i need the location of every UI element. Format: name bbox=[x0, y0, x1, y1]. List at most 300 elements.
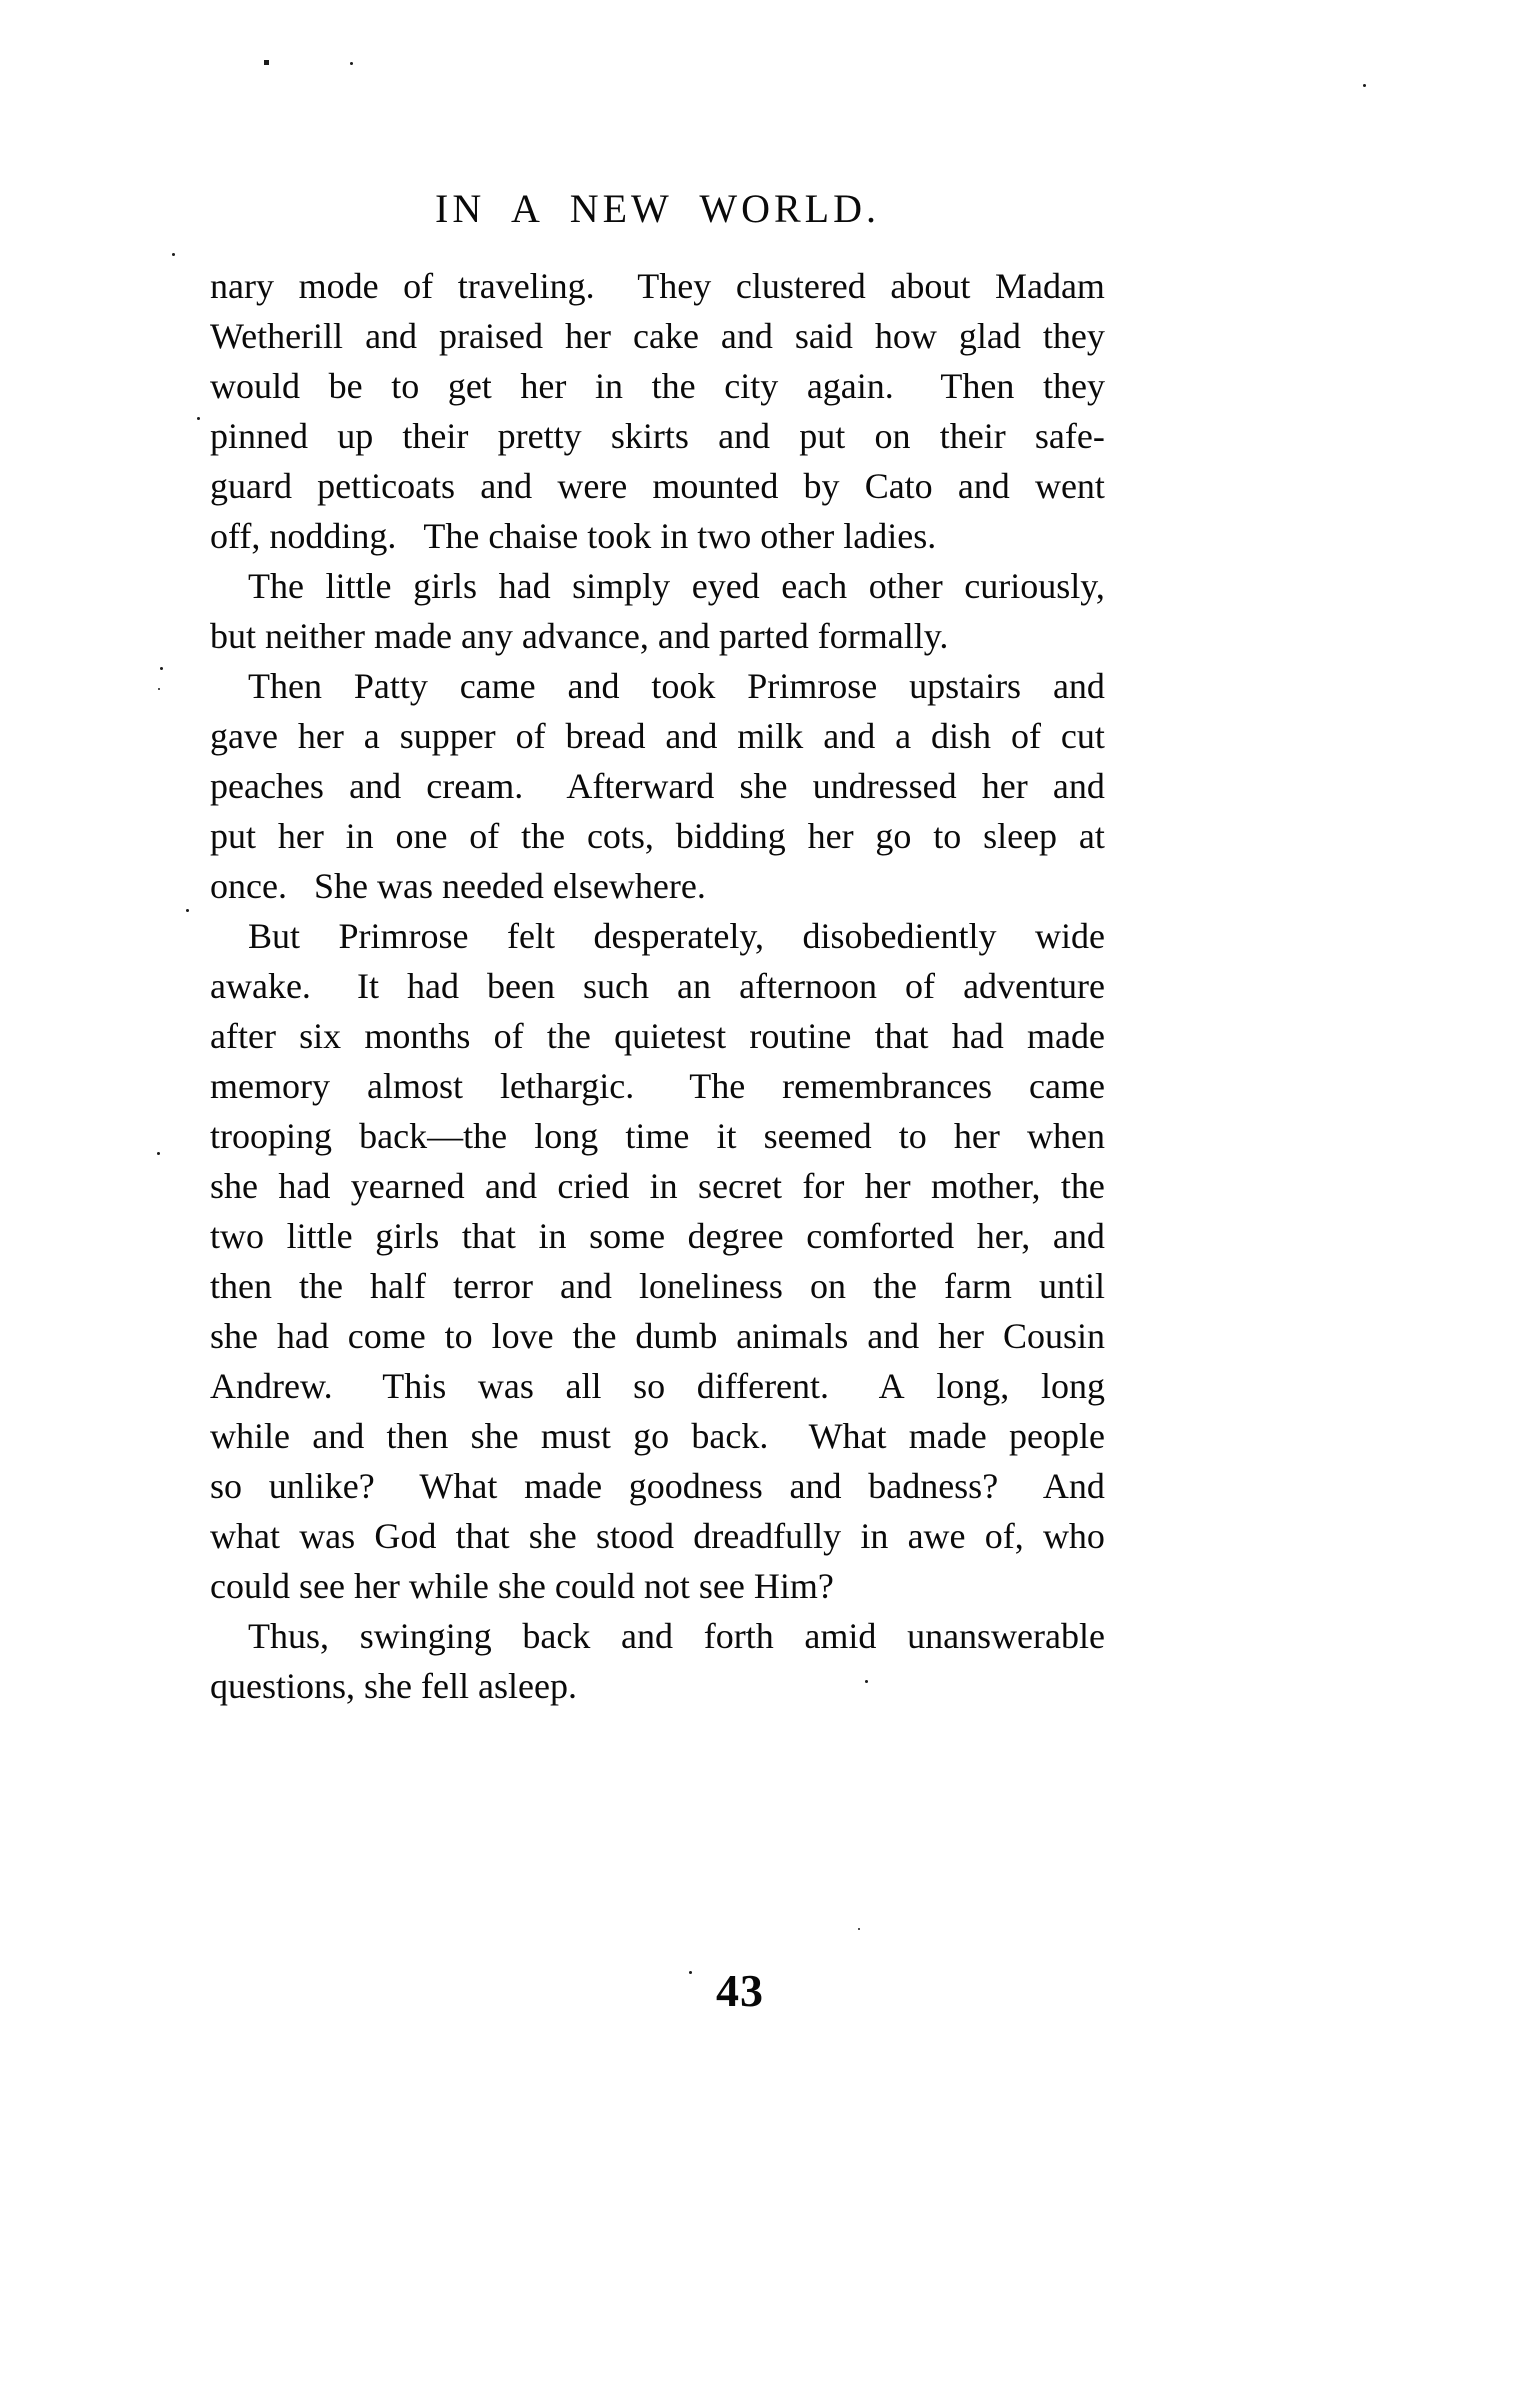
word: put bbox=[799, 416, 846, 456]
word: in bbox=[538, 1216, 567, 1256]
word: and bbox=[621, 1616, 674, 1656]
text-line bbox=[210, 1361, 1105, 1411]
word: Cato bbox=[864, 466, 933, 506]
word: undressed bbox=[812, 766, 957, 806]
word: what bbox=[210, 1516, 280, 1556]
word: took bbox=[651, 666, 716, 706]
word: and bbox=[789, 1466, 842, 1506]
word: of bbox=[493, 1016, 524, 1056]
word: wide bbox=[1034, 916, 1105, 956]
word: cut bbox=[1060, 716, 1105, 756]
word: God bbox=[374, 1516, 437, 1556]
word: a bbox=[363, 716, 380, 756]
word: must bbox=[540, 1416, 611, 1456]
word: made bbox=[1027, 1016, 1105, 1056]
word: after bbox=[210, 1016, 276, 1056]
text-line bbox=[210, 1661, 1105, 1711]
word: The bbox=[423, 516, 480, 556]
text-line bbox=[210, 1261, 1105, 1311]
word: her bbox=[353, 1566, 400, 1606]
word: to bbox=[391, 366, 420, 406]
word: upstairs bbox=[909, 666, 1022, 706]
word: clustered bbox=[735, 266, 866, 306]
word: had bbox=[278, 1166, 331, 1206]
word: Thus, bbox=[248, 1616, 329, 1656]
word: had bbox=[498, 566, 551, 606]
word: long bbox=[1040, 1366, 1105, 1406]
word: simply bbox=[572, 566, 671, 606]
text-line bbox=[210, 1411, 1105, 1461]
text-line bbox=[210, 461, 1105, 511]
word: She bbox=[313, 866, 368, 906]
word: in bbox=[660, 516, 689, 556]
word: cried bbox=[557, 1166, 630, 1206]
word: went bbox=[1034, 466, 1105, 506]
word: made bbox=[524, 1466, 603, 1506]
scan-speck bbox=[157, 1152, 160, 1155]
text-line bbox=[210, 811, 1105, 861]
word: was bbox=[299, 1516, 356, 1556]
word: yearned bbox=[350, 1166, 465, 1206]
word: And bbox=[1042, 1466, 1105, 1506]
word: the bbox=[651, 366, 696, 406]
word: so bbox=[633, 1366, 666, 1406]
word: animals bbox=[736, 1316, 849, 1356]
text-line bbox=[210, 1611, 1105, 1661]
text-line bbox=[210, 1461, 1105, 1511]
word: badness? bbox=[868, 1466, 1017, 1506]
word: her bbox=[807, 816, 854, 856]
word: the bbox=[546, 1016, 591, 1056]
word: and bbox=[559, 1266, 612, 1306]
word: in bbox=[595, 366, 624, 406]
word: pinned bbox=[210, 416, 308, 456]
word: swinging bbox=[359, 1616, 492, 1656]
word: all bbox=[565, 1366, 602, 1406]
word: cream. bbox=[426, 766, 542, 806]
text-line bbox=[210, 1311, 1105, 1361]
word: and bbox=[1052, 766, 1105, 806]
running-head: IN A NEW WORLD. bbox=[435, 186, 880, 231]
word: two bbox=[210, 1216, 264, 1256]
word: little bbox=[286, 1216, 353, 1256]
word: advance, bbox=[521, 616, 649, 656]
word: and bbox=[485, 1166, 537, 1206]
word: traveling. bbox=[457, 266, 613, 306]
word: back. bbox=[691, 1416, 787, 1456]
word: girls bbox=[413, 566, 478, 606]
word: up bbox=[337, 416, 374, 456]
word: months bbox=[364, 1016, 471, 1056]
text-line bbox=[210, 761, 1105, 811]
word: of bbox=[403, 266, 434, 306]
word: bread bbox=[565, 716, 646, 756]
word: she bbox=[528, 1516, 577, 1556]
word: and bbox=[349, 766, 402, 806]
word: she bbox=[364, 1666, 413, 1706]
word: disobediently bbox=[802, 916, 997, 956]
word: in bbox=[345, 816, 374, 856]
word: milk bbox=[737, 716, 804, 756]
word: neither bbox=[265, 616, 365, 656]
word: while bbox=[210, 1416, 290, 1456]
word: she bbox=[470, 1416, 519, 1456]
word: comforted bbox=[806, 1216, 955, 1256]
word: forth bbox=[703, 1616, 774, 1656]
text-line bbox=[210, 711, 1105, 761]
word: guard bbox=[210, 466, 292, 506]
word: see bbox=[298, 1566, 345, 1606]
word: the bbox=[299, 1266, 343, 1306]
text-line bbox=[210, 911, 1105, 961]
word: go bbox=[633, 1416, 670, 1456]
word: of, bbox=[984, 1516, 1024, 1556]
word: in bbox=[649, 1166, 678, 1206]
word: while bbox=[408, 1566, 489, 1606]
word: her bbox=[297, 716, 344, 756]
word: so bbox=[210, 1466, 243, 1506]
word: when bbox=[1027, 1116, 1105, 1156]
text-line bbox=[210, 661, 1105, 711]
word: come bbox=[347, 1316, 426, 1356]
word: chaise bbox=[488, 516, 579, 556]
scan-speck bbox=[264, 60, 269, 65]
word: her bbox=[520, 366, 567, 406]
word: an bbox=[677, 966, 712, 1006]
word: not bbox=[643, 1566, 690, 1606]
word: sleep bbox=[983, 816, 1058, 856]
word: any bbox=[460, 616, 513, 656]
word: gave bbox=[210, 716, 278, 756]
word: and bbox=[1052, 1216, 1105, 1256]
word: trooping bbox=[210, 1116, 332, 1156]
word: of bbox=[515, 716, 546, 756]
word: came bbox=[1029, 1066, 1105, 1106]
word: What bbox=[808, 1416, 887, 1456]
word: Then bbox=[248, 666, 322, 706]
text-line bbox=[210, 561, 1105, 611]
text-block bbox=[210, 261, 1105, 1711]
word: different. bbox=[696, 1366, 848, 1406]
word: and bbox=[480, 466, 533, 506]
word: mode bbox=[298, 266, 379, 306]
scan-speck bbox=[172, 253, 175, 256]
word: her bbox=[565, 316, 611, 356]
word: formally. bbox=[817, 616, 949, 656]
word: But bbox=[248, 916, 301, 956]
word: curiously, bbox=[964, 566, 1105, 606]
word: on bbox=[809, 1266, 846, 1306]
text-line bbox=[210, 861, 1105, 911]
word: of bbox=[905, 966, 936, 1006]
word: supper bbox=[399, 716, 496, 756]
word: quietest bbox=[614, 1016, 727, 1056]
word: and bbox=[665, 716, 718, 756]
word: nary bbox=[210, 266, 274, 306]
scan-speck bbox=[160, 667, 163, 670]
word: to bbox=[898, 1116, 927, 1156]
word: time bbox=[625, 1116, 690, 1156]
word: and bbox=[957, 466, 1010, 506]
word: made bbox=[373, 616, 452, 656]
word: her bbox=[864, 1166, 911, 1206]
word: degree bbox=[687, 1216, 784, 1256]
word: was bbox=[477, 1366, 534, 1406]
word: and bbox=[312, 1416, 365, 1456]
word: that bbox=[461, 1216, 516, 1256]
word: memory bbox=[210, 1066, 330, 1106]
word: again. bbox=[806, 366, 912, 406]
word: unlike? bbox=[268, 1466, 393, 1506]
word: other bbox=[868, 566, 943, 606]
word: once. bbox=[210, 866, 305, 906]
word: awe bbox=[907, 1516, 966, 1556]
word: said bbox=[794, 316, 853, 356]
text-line bbox=[210, 1061, 1105, 1111]
scan-speck bbox=[186, 909, 189, 912]
word: Cousin bbox=[1002, 1316, 1105, 1356]
word: go bbox=[875, 816, 912, 856]
text-line bbox=[210, 1511, 1105, 1561]
word: farm bbox=[943, 1266, 1012, 1306]
word: and bbox=[365, 316, 418, 356]
word: some bbox=[589, 1216, 666, 1256]
word: for bbox=[802, 1166, 845, 1206]
word: The bbox=[248, 566, 304, 606]
text-line bbox=[210, 1211, 1105, 1261]
word: safe- bbox=[1034, 416, 1105, 456]
word: Madam bbox=[994, 266, 1105, 306]
word: questions, bbox=[210, 1666, 356, 1706]
word: felt bbox=[506, 916, 555, 956]
word: mounted bbox=[652, 466, 779, 506]
word: It bbox=[356, 966, 379, 1006]
word: a bbox=[895, 716, 912, 756]
word: nodding. bbox=[269, 516, 415, 556]
word: six bbox=[299, 1016, 342, 1056]
word: dish bbox=[931, 716, 992, 756]
word: the bbox=[521, 816, 566, 856]
scan-speck bbox=[158, 688, 160, 690]
word: desperately, bbox=[593, 916, 765, 956]
word: elsewhere. bbox=[552, 866, 706, 906]
word: peaches bbox=[210, 766, 324, 806]
word: A bbox=[878, 1366, 905, 1406]
text-line bbox=[210, 611, 1105, 661]
word: could bbox=[554, 1566, 635, 1606]
word: off, bbox=[210, 516, 261, 556]
word: about bbox=[890, 266, 971, 306]
text-line bbox=[210, 261, 1105, 311]
word: half bbox=[370, 1266, 426, 1306]
word: was bbox=[376, 866, 433, 906]
word: people bbox=[1008, 1416, 1105, 1456]
word: such bbox=[583, 966, 650, 1006]
word: awake. bbox=[210, 966, 329, 1006]
word: back—the bbox=[359, 1116, 508, 1156]
word: her bbox=[938, 1316, 985, 1356]
word: other bbox=[760, 516, 835, 556]
text-line bbox=[210, 311, 1105, 361]
word: came bbox=[459, 666, 536, 706]
word: had bbox=[276, 1316, 329, 1356]
word: but bbox=[210, 616, 257, 656]
word: dreadfully bbox=[693, 1516, 842, 1556]
word: amid bbox=[804, 1616, 877, 1656]
word: The bbox=[689, 1066, 746, 1106]
word: and bbox=[720, 316, 773, 356]
word: love bbox=[491, 1316, 554, 1356]
word: and bbox=[1052, 666, 1105, 706]
word: her, bbox=[976, 1216, 1031, 1256]
word: mother, bbox=[931, 1166, 1041, 1206]
word: remembrances bbox=[782, 1066, 993, 1106]
word: praised bbox=[439, 316, 544, 356]
word: needed bbox=[441, 866, 544, 906]
word: Wetherill bbox=[210, 316, 344, 356]
word: fell bbox=[421, 1666, 469, 1706]
scan-speck bbox=[1363, 84, 1366, 87]
word: she bbox=[210, 1316, 258, 1356]
word: afternoon bbox=[739, 966, 877, 1006]
word: back bbox=[522, 1616, 591, 1656]
word: girls bbox=[375, 1216, 440, 1256]
text-line bbox=[210, 1011, 1105, 1061]
word: This bbox=[382, 1366, 447, 1406]
page-number: 43 bbox=[716, 1965, 764, 2016]
text-line bbox=[210, 411, 1105, 461]
word: two bbox=[697, 516, 752, 556]
word: terror bbox=[452, 1266, 533, 1306]
word: Then bbox=[940, 366, 1015, 406]
word: she bbox=[210, 1166, 258, 1206]
word: and bbox=[823, 716, 876, 756]
scan-speck bbox=[865, 1680, 868, 1683]
word: and bbox=[867, 1316, 920, 1356]
word: What bbox=[419, 1466, 498, 1506]
word: each bbox=[781, 566, 848, 606]
word: city bbox=[724, 366, 779, 406]
text-line bbox=[210, 1161, 1105, 1211]
word: been bbox=[487, 966, 555, 1006]
word: petticoats bbox=[317, 466, 456, 506]
word: see bbox=[698, 1566, 745, 1606]
word: get bbox=[447, 366, 492, 406]
word: it bbox=[716, 1116, 737, 1156]
word: that bbox=[455, 1516, 510, 1556]
word: lethargic. bbox=[499, 1066, 653, 1106]
word: their bbox=[939, 416, 1006, 456]
word: Him? bbox=[753, 1566, 834, 1606]
word: unanswerable bbox=[907, 1616, 1105, 1656]
word: at bbox=[1078, 816, 1105, 856]
word: her bbox=[277, 816, 324, 856]
word: then bbox=[386, 1416, 449, 1456]
word: until bbox=[1038, 1266, 1105, 1306]
text-line bbox=[210, 361, 1105, 411]
text-line bbox=[210, 511, 1105, 561]
word: her bbox=[953, 1116, 1000, 1156]
word: seemed bbox=[763, 1116, 872, 1156]
text-line bbox=[210, 1111, 1105, 1161]
word: one bbox=[395, 816, 448, 856]
word: had bbox=[951, 1016, 1004, 1056]
word: bidding bbox=[675, 816, 786, 856]
word: Patty bbox=[353, 666, 428, 706]
word: cake bbox=[632, 316, 699, 356]
word: goodness bbox=[628, 1466, 763, 1506]
word: dumb bbox=[635, 1316, 718, 1356]
word: how bbox=[874, 316, 937, 356]
word: that bbox=[874, 1016, 929, 1056]
word: she bbox=[739, 766, 788, 806]
word: skirts bbox=[610, 416, 689, 456]
word: Afterward bbox=[566, 766, 715, 806]
word: of bbox=[1010, 716, 1041, 756]
word: parted bbox=[718, 616, 809, 656]
word: long, bbox=[936, 1366, 1010, 1406]
word: secret bbox=[698, 1166, 782, 1206]
text-line bbox=[210, 1561, 1105, 1611]
scan-speck bbox=[858, 1928, 860, 1930]
word: made bbox=[908, 1416, 987, 1456]
word: Primrose bbox=[338, 916, 469, 956]
word: the bbox=[1060, 1166, 1105, 1206]
word: in bbox=[860, 1516, 889, 1556]
word: their bbox=[402, 416, 469, 456]
scan-speck bbox=[689, 1971, 692, 1974]
word: and bbox=[718, 416, 771, 456]
word: had bbox=[407, 966, 459, 1006]
word: adventure bbox=[963, 966, 1105, 1006]
word: of bbox=[469, 816, 500, 856]
word: and bbox=[657, 616, 710, 656]
word: asleep. bbox=[478, 1666, 577, 1706]
word: were bbox=[557, 466, 628, 506]
word: stood bbox=[595, 1516, 674, 1556]
word: they bbox=[1042, 316, 1105, 356]
word: could bbox=[210, 1566, 290, 1606]
word: glad bbox=[958, 316, 1021, 356]
word: the bbox=[572, 1316, 617, 1356]
word: pretty bbox=[497, 416, 582, 456]
word: Andrew. bbox=[210, 1366, 351, 1406]
word: would bbox=[210, 366, 300, 406]
word: who bbox=[1042, 1516, 1105, 1556]
word: she bbox=[497, 1566, 546, 1606]
word: routine bbox=[749, 1016, 852, 1056]
word: to bbox=[933, 816, 962, 856]
word: to bbox=[444, 1316, 473, 1356]
word: on bbox=[874, 416, 911, 456]
word: ladies. bbox=[843, 516, 937, 556]
scan-speck bbox=[350, 62, 353, 65]
word: little bbox=[325, 566, 392, 606]
word: then bbox=[210, 1266, 272, 1306]
word: eyed bbox=[691, 566, 760, 606]
word: took bbox=[587, 516, 652, 556]
word: be bbox=[328, 366, 363, 406]
word: loneliness bbox=[638, 1266, 783, 1306]
word: long bbox=[534, 1116, 599, 1156]
scan-speck bbox=[197, 417, 200, 420]
word: put bbox=[210, 816, 257, 856]
word: cots, bbox=[586, 816, 654, 856]
word: by bbox=[803, 466, 840, 506]
word: and bbox=[567, 666, 620, 706]
word: almost bbox=[366, 1066, 463, 1106]
word: Primrose bbox=[747, 666, 878, 706]
